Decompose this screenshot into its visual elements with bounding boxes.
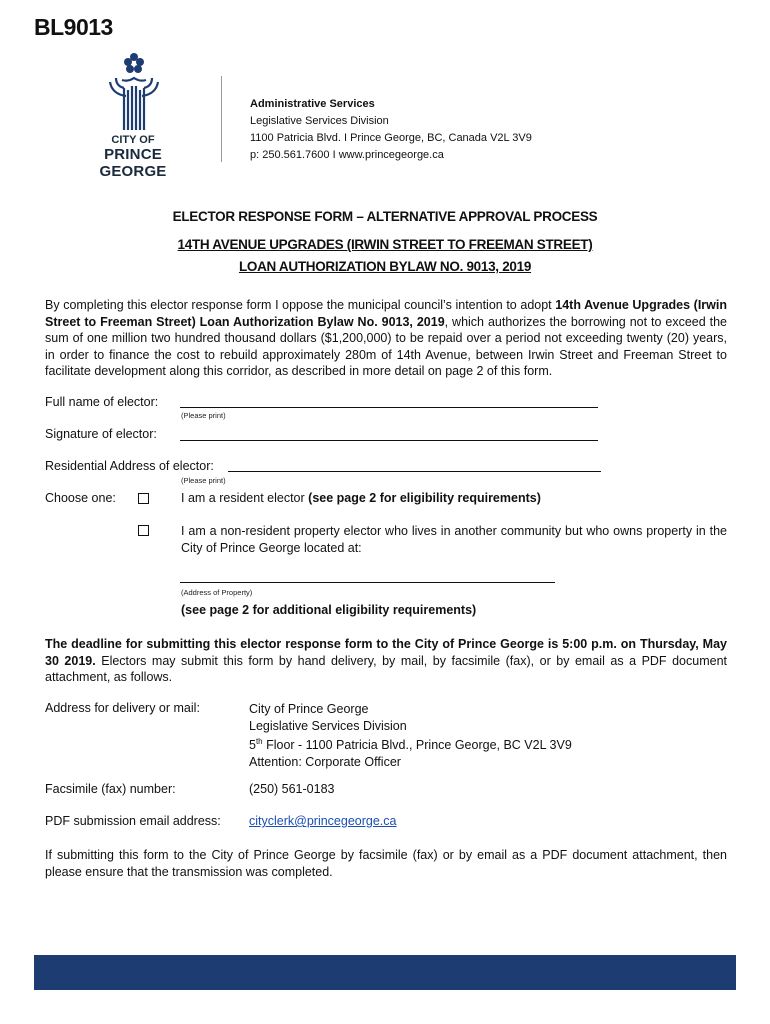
fax-number: (250) 561-0183: [249, 782, 335, 796]
intro-text-1: By completing this elector response form I oppose the municipal council’s intention to adopt: [45, 298, 556, 312]
delivery-address-block: [249, 701, 572, 770]
property-address-field[interactable]: [180, 582, 555, 583]
intro-paragraph: [45, 297, 727, 380]
dogwood-logo-icon: [108, 52, 160, 132]
delivery-line-1: City of Prince George: [249, 702, 369, 716]
form-subtitle-project: 14TH AVENUE UPGRADES (IRWIN STREET TO FREEMAN STREET): [177, 237, 593, 252]
intro-text-2: , which authorizes the borrowing not to exceed the sum of one million two hundred thousand dollars ($1,200,000) to be repaid over a period not exceeding twenty (20) years, in order to finance the cost to rebuild approximately 280m of 14th Avenue, between Irwin Street and Freeman Street to facilitate development along this corridor, as described in more detail on page 2 of this form.: [45, 314, 727, 378]
signature-label: Signature of elector:: [45, 427, 157, 441]
resident-elector-note: (see page 2 for eligibility requirements): [308, 491, 541, 505]
org-contact-block: [250, 96, 532, 164]
deadline-paragraph: [45, 636, 727, 686]
footer-bar: [34, 955, 736, 990]
org-department: Administrative Services: [250, 98, 375, 110]
full-name-label: Full name of elector:: [45, 395, 159, 409]
signature-field[interactable]: [180, 440, 598, 441]
full-name-field[interactable]: [180, 407, 598, 408]
org-contact: p: 250.561.7600 I www.princegeorge.ca: [250, 149, 444, 161]
non-resident-eligibility-note: (see page 2 for additional eligibility requirements): [181, 603, 477, 617]
non-resident-elector-text: I am a non-resident property elector who lives in another community but who owns property in the City of Prince George located at:: [181, 524, 727, 555]
please-print-note-2: (Please print): [181, 476, 226, 485]
logo-city-of: CITY OF: [111, 134, 155, 146]
closing-paragraph: If submitting this form to the City of Prince George by facsimile (fax) or by email as a PDF document attachment, then please ensure that the transmission was completed.: [45, 848, 727, 879]
org-address: 1100 Patricia Blvd. I Prince George, BC, Canada V2L 3V9: [250, 132, 532, 144]
header-divider: [221, 76, 222, 162]
delivery-line-3: 5th Floor - 1100 Patricia Blvd., Prince George, BC V2L 3V9: [249, 737, 572, 753]
logo-prince-george: PRINCE GEORGE: [99, 146, 167, 180]
document-code: BL9013: [34, 14, 113, 40]
delivery-address-label: Address for delivery or mail:: [45, 701, 200, 715]
resident-elector-checkbox[interactable]: [138, 493, 149, 504]
resident-elector-text: I am a resident elector: [181, 491, 309, 505]
choose-one-label: Choose one:: [45, 491, 116, 505]
deadline-methods: Electors may submit this form by hand delivery, by mail, by facsimile (fax), or by email as a PDF document attachment, as follows.: [45, 653, 727, 684]
deadline-statement: The deadline for submitting this elector response form to the City of Prince George is 5:00 p.m. on Thursday, May 30 2019.: [45, 637, 727, 668]
form-title: ELECTOR RESPONSE FORM – ALTERNATIVE APPROVAL PROCESS: [172, 209, 598, 224]
org-division: Legislative Services Division: [250, 115, 389, 127]
form-subtitle-bylaw: LOAN AUTHORIZATION BYLAW NO. 9013, 2019: [238, 259, 532, 274]
email-link[interactable]: cityclerk@princegeorge.ca: [249, 814, 397, 828]
residential-address-field[interactable]: [228, 471, 601, 472]
please-print-note: (Please print): [181, 411, 226, 420]
delivery-line-4: Attention: Corporate Officer: [249, 754, 401, 769]
city-logo: [74, 52, 224, 180]
address-of-property-note: (Address of Property): [181, 588, 253, 597]
delivery-line-2: Legislative Services Division: [249, 718, 407, 733]
fax-label: Facsimile (fax) number:: [45, 782, 176, 796]
resident-elector-option: [181, 491, 541, 505]
residential-address-label: Residential Address of elector:: [45, 459, 214, 473]
intro-bylaw-name: 14th Avenue Upgrades (Irwin Street to Freeman Street) Loan Authorization Bylaw No. 9013, 2019: [45, 298, 727, 329]
non-resident-elector-checkbox[interactable]: [138, 525, 149, 536]
email-label: PDF submission email address:: [45, 814, 221, 828]
